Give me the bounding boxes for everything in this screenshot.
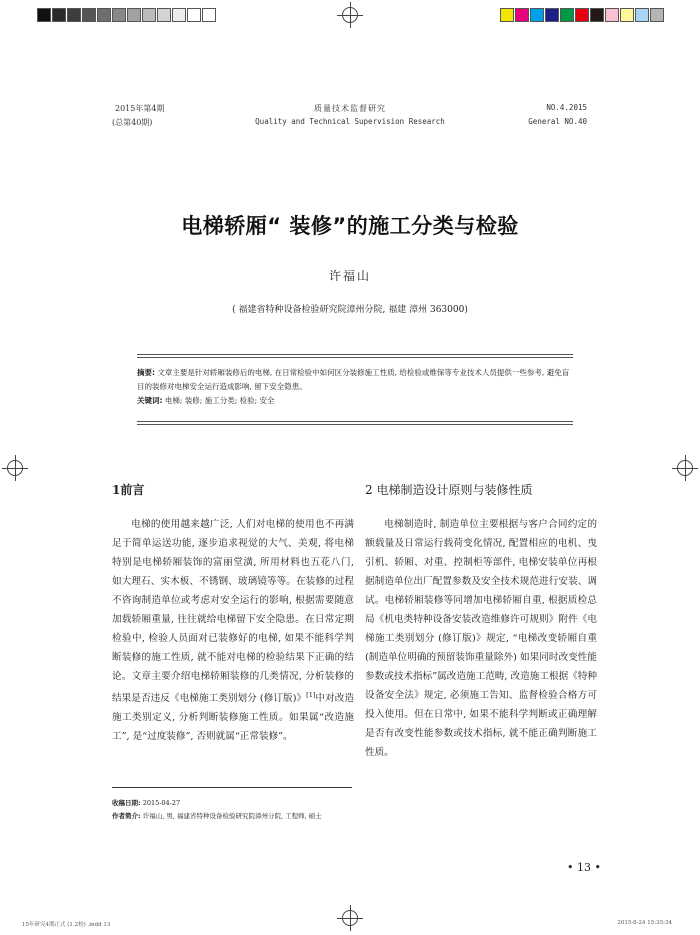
introduction-text: 电梯的使用越来越广泛, 人们对电梯的使用也不再满足于简单运送功能, 逐步追求视觉的大气、美观, 将电梯特别是电梯轿厢装饰的富丽堂潢, 所用材料也五花八门, 如大理石、实木板、不锈钢、玻璃镜等等。在装修的过程不咨询制造单位或考虑对安全运行的影响, 根据需要随意加载轿厢重量, 往往就给电梯留下安全隐患。在日常定期检验中, 检验人员面对已装修好的电梯, 如果不能科学判断装修的施工性质, 就不能对电梯的检验结果下正确的结论。文章主要介绍电梯轿厢装修的几类情况, 分析装修的结果是否违反《电梯施工类别划分 (修订版)》 [112, 519, 354, 705]
gray-swatch [172, 8, 186, 22]
citation-ref: [1] [306, 691, 316, 699]
gray-swatch [187, 8, 201, 22]
color-swatch [650, 8, 664, 22]
color-swatch [560, 8, 574, 22]
color-swatch [620, 8, 634, 22]
abstract-label: 摘要: [137, 368, 155, 377]
section-heading-introduction: 1前言 [112, 483, 145, 497]
abstract-text: 文章主要是针对轿厢装修后的电梯, 在日常检验中如何区分装修施工性质, 给检验或维保等专业技术人员提供一些参考, 避免盲目的装修对电梯安全运行造成影响, 留下安全隐患。 [137, 368, 570, 391]
journal-name-en: Quality and Technical Supervision Research [255, 117, 445, 126]
footnote-divider [112, 787, 352, 788]
page-number: • 13 • [567, 861, 601, 874]
keywords-text: 电梯; 装修; 施工分类; 检验; 安全 [164, 396, 275, 405]
gray-swatch [127, 8, 141, 22]
author-bio-note [112, 811, 322, 820]
color-swatch [605, 8, 619, 22]
gray-swatch [52, 8, 66, 22]
registration-mark-icon [337, 2, 363, 28]
section-heading-design-principles: 2 电梯制造设计原则与装修性质 [365, 483, 533, 497]
gray-swatch [82, 8, 96, 22]
keywords-label: 关键词: [137, 396, 163, 405]
color-swatch [545, 8, 559, 22]
received-date-note [112, 798, 180, 807]
author-affiliation: ( 福建省特种设备检验研究院漳州分院, 福建 漳州 363000) [232, 305, 468, 315]
gray-swatch [202, 8, 216, 22]
article-title: 电梯轿厢“ 装修”的施工分类与检验 [181, 214, 519, 238]
abstract-block [137, 366, 573, 408]
print-slug-file: 15年研究4期正式 (1.2校) .indd 13 [22, 922, 111, 928]
gray-swatch [37, 8, 51, 22]
registration-mark-icon [2, 455, 28, 481]
registration-mark-icon [337, 905, 363, 931]
divider [137, 424, 573, 425]
registration-mark-icon [672, 455, 698, 481]
author-bio: 许福山, 男, 福建省特种设备检验研究院漳州分院, 工程师, 硕士 [142, 812, 322, 820]
total-issue-label: (总第40期) [112, 118, 153, 127]
section-introduction-paragraph [112, 515, 354, 746]
color-swatch [500, 8, 514, 22]
abstract-paragraph [137, 366, 573, 394]
gray-swatch [97, 8, 111, 22]
author-name: 许福山 [328, 269, 371, 283]
received-label: 收稿日期: [112, 799, 141, 807]
color-swatch [530, 8, 544, 22]
color-swatch [635, 8, 649, 22]
divider [137, 421, 573, 422]
gray-swatch [67, 8, 81, 22]
divider [137, 357, 573, 358]
issue-label: 2015年第4期 [115, 104, 165, 113]
introduction-text-continued: 中对改造施工类别定义, 分析判断装修施工性质。如果属“改造施工”, 是“过度装修”, 否则就属“正常装修”。 [112, 693, 354, 743]
section-design-principles-paragraph: 电梯制造时, 制造单位主要根据与客户合同约定的额载量及日常运行载荷变化情况, 配置相应的电机、曳引机、轿厢、对重、控制柜等部件, 电梯安装单位再根据制造单位出厂配置参数及安全技术规范进行安装、调试。电梯轿厢装修等同增加电梯轿厢自重, 根据质检总局《机电类特种设备安装改造维修许可规则》附件《电梯施工类别划分 (修订版)》规定, “电梯改变轿厢自重 (制造单位明确的预留装饰重量除外) 如果同时改变性能参数或技术指标”属改造施工范畴, 改造施工根据《特种设备安全法》规定, 必须施工告知、监督检验合格方可投入使用。但在日常中, 如果不能科学判断或正确理解是否有改变性能参数或技术指标, 就不能正确判断施工性质。 [365, 519, 597, 758]
print-slug-timestamp: 2015-8-24 15:35:34 [617, 920, 672, 926]
general-number: General NO.40 [528, 117, 587, 126]
bio-label: 作者简介: [112, 812, 141, 820]
color-swatch [575, 8, 589, 22]
keywords-line [137, 394, 573, 408]
gray-swatch [157, 8, 171, 22]
received-date: 2015-04-27 [142, 799, 181, 807]
gray-swatch [142, 8, 156, 22]
gray-swatch [112, 8, 126, 22]
color-swatch [590, 8, 604, 22]
color-swatch [515, 8, 529, 22]
divider [137, 354, 573, 355]
issue-number: NO.4.2015 [546, 103, 587, 112]
journal-name-cn: 质量技术监督研究 [314, 104, 386, 113]
